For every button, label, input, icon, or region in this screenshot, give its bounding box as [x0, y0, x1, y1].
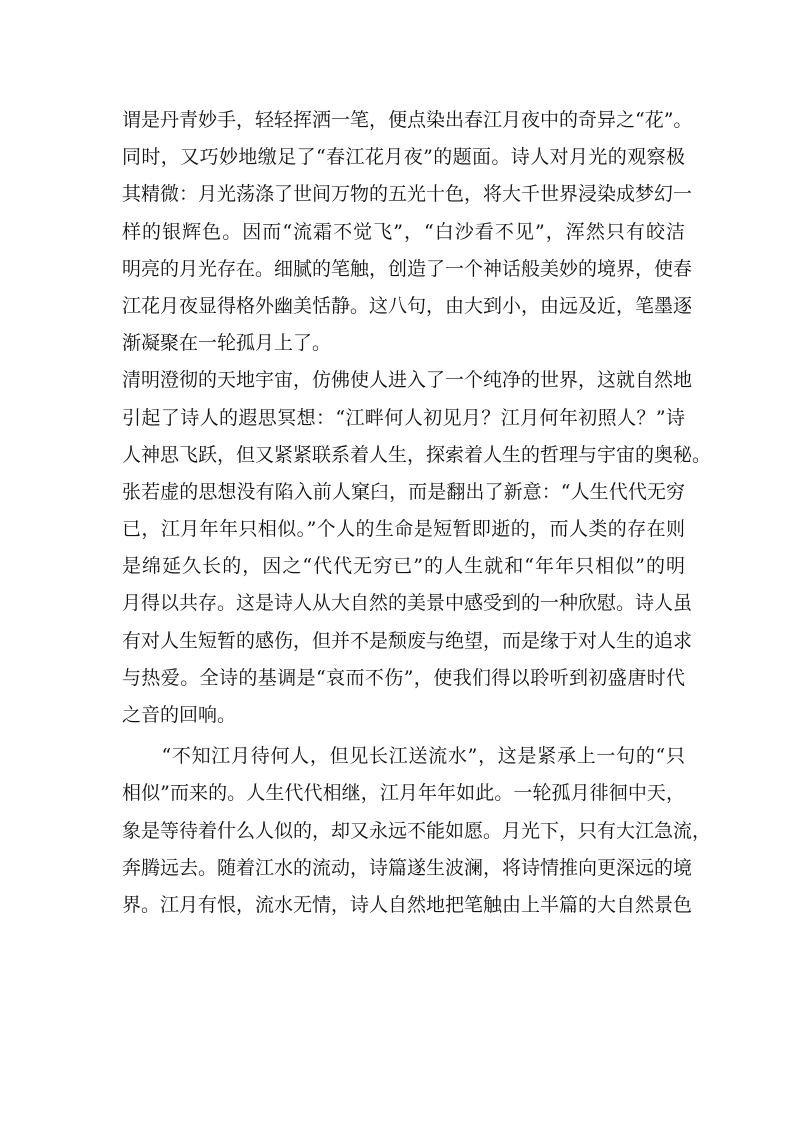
text-line: 有对人生短暂的感伤，但并不是颓废与绝望，而是缘于对人生的追求 [122, 629, 693, 652]
document-body [122, 102, 712, 924]
text-line: 界。江月有恨，流水无情，诗人自然地把笔触由上半篇的大自然景色 [122, 893, 693, 916]
text-line: 江花月夜显得格外幽美恬静。这八句，由大到小，由远及近，笔墨逐 [122, 294, 693, 317]
text-line: “不知江月待何人，但见长江送流水”，这是紧承上一句的“只 [122, 745, 685, 768]
text-line: 象是等待着什么人似的，却又永远不能如愿。月光下，只有大江急流， [122, 819, 712, 842]
text-line: 月得以共存。这是诗人从大自然的美景中感受到的一种欣慰。诗人虽 [122, 592, 693, 615]
text-line: 张若虚的思想没有陷入前人窠臼，而是翻出了新意：“人生代代无穷 [122, 480, 685, 503]
text-line: 渐凝聚在一轮孤月上了。 [122, 332, 332, 355]
text-line: 奔腾远去。随着江水的流动，诗篇遂生波澜，将诗情推向更深远的境 [122, 856, 693, 879]
text-line: 谓是丹青妙手，轻轻挥洒一笔，便点染出春江月夜中的奇异之“花”。 [122, 109, 693, 131]
text-line: 样的银辉色。因而“流霜不觉飞”，“白沙看不见”，浑然只有皎洁 [122, 220, 685, 243]
text-line: 清明澄彻的天地宇宙，仿佛使人进入了一个纯净的世界，这就自然地 [122, 369, 693, 392]
text-line: 相似”而来的。人生代代相继，江月年年如此。一轮孤月徘徊中天， [122, 782, 685, 805]
text-line: 引起了诗人的遐思冥想：“江畔何人初见月？江月何年初照人？”诗 [122, 406, 685, 429]
text-line: 其精微：月光荡涤了世间万物的五光十色，将大千世界浸染成梦幻一 [122, 183, 693, 206]
text-line: 人神思飞跃，但又紧紧联系着人生，探索着人生的哲理与宇宙的奥秘。 [122, 443, 712, 466]
text-line: 已，江月年年只相似。”个人的生命是短暂即逝的，而人类的存在则 [122, 518, 685, 541]
text-line: 与热爱。全诗的基调是“哀而不伤”，使我们得以聆听到初盛唐时代 [122, 666, 685, 689]
text-line: 明亮的月光存在。细腻的笔触，创造了一个神话般美妙的境界，使春 [122, 257, 693, 280]
text-line: 之音的回响。 [122, 704, 237, 726]
text-line: 同时，又巧妙地缴足了“春江花月夜”的题面。诗人对月光的观察极 [122, 146, 685, 169]
paragraph-river [122, 738, 712, 924]
text-line: 是绵延久长的，因之“代代无穷已”的人生就和“年年只相似”的明 [122, 555, 685, 578]
paragraph-universe [122, 362, 712, 734]
paragraph-moonlight [122, 102, 693, 362]
